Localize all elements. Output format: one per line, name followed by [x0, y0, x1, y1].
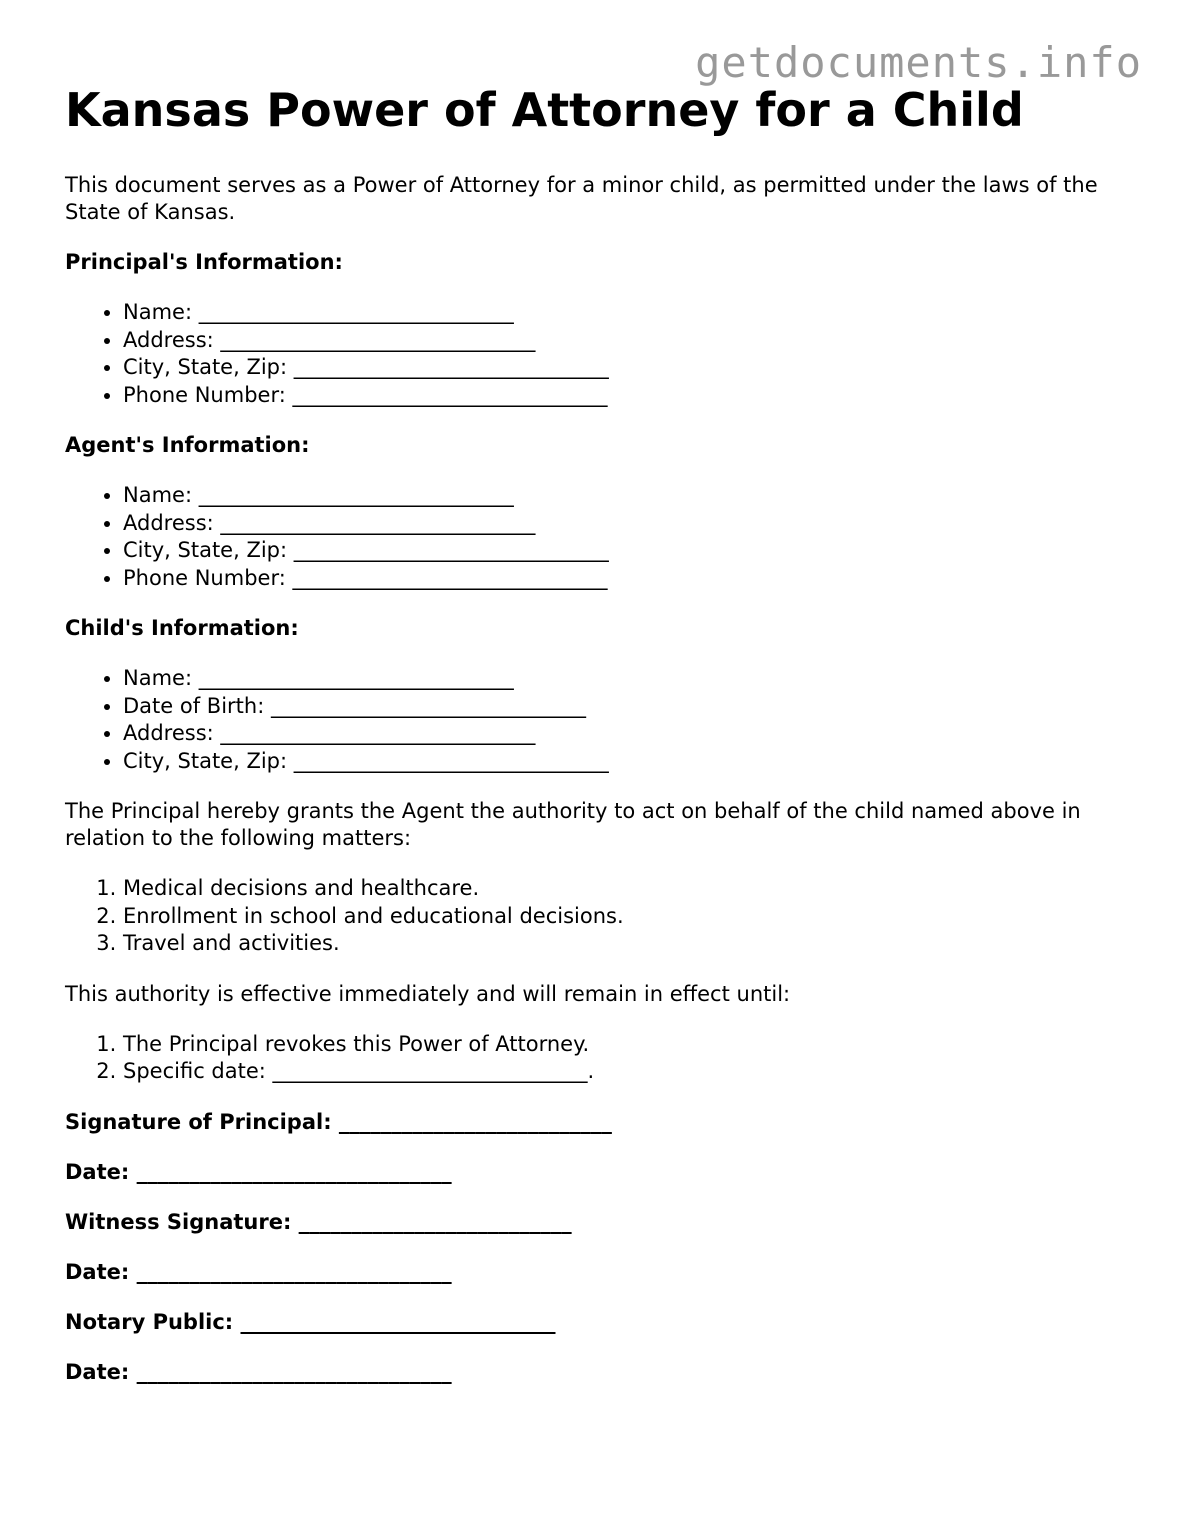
- principal-heading: Principal's Information:: [65, 250, 343, 274]
- conditions-list: [65, 1031, 1125, 1086]
- matter-item: 3. Travel and activities.: [123, 930, 1125, 958]
- condition-item: 2. Specific date: ______________________________.: [123, 1058, 1125, 1086]
- document: [65, 82, 1125, 1386]
- condition-item: 1. The Principal revokes this Power of Attorney.: [123, 1031, 1125, 1059]
- agent-fields: [65, 482, 1125, 592]
- witness-date-line: Date: ______________________________: [65, 1259, 452, 1284]
- witness-signature-line: Witness Signature: __________________________: [65, 1209, 572, 1234]
- principal-phone-field: • Phone Number: ______________________________: [123, 382, 1125, 410]
- child-address-field: • Address: ______________________________: [123, 720, 1125, 748]
- child-name-field: • Name: ______________________________: [123, 665, 1125, 693]
- notary-line: Notary Public: ______________________________: [65, 1309, 556, 1334]
- grant-paragraph: The Principal hereby grants the Agent the authority to act on behalf of the child named above in relation to the following matters:: [65, 799, 1081, 850]
- effective-paragraph: This authority is effective immediately and will remain in effect until:: [65, 981, 791, 1006]
- agent-phone-field: • Phone Number: ______________________________: [123, 565, 1125, 593]
- principal-signature-line: Signature of Principal: __________________________: [65, 1109, 612, 1134]
- child-heading: Child's Information:: [65, 616, 299, 640]
- notary-date-line: Date: ______________________________: [65, 1359, 452, 1384]
- principal-city-field: • City, State, Zip: ______________________________: [123, 354, 1125, 382]
- child-dob-field: • Date of Birth: ______________________________: [123, 693, 1125, 721]
- watermark: getdocuments.info: [695, 38, 1142, 87]
- agent-address-field: • Address: ______________________________: [123, 510, 1125, 538]
- agent-heading: Agent's Information:: [65, 433, 310, 457]
- matter-item: 2. Enrollment in school and educational decisions.: [123, 903, 1125, 931]
- principal-address-field: • Address: ______________________________: [123, 327, 1125, 355]
- agent-city-field: • City, State, Zip: ______________________________: [123, 537, 1125, 565]
- child-fields: [65, 665, 1125, 775]
- intro-paragraph: This document serves as a Power of Attorney for a minor child, as permitted under the laws of the State of Kansas.: [65, 173, 1098, 224]
- document-title: Kansas Power of Attorney for a Child: [65, 83, 1024, 137]
- child-city-field: • City, State, Zip: ______________________________: [123, 748, 1125, 776]
- principal-fields: [65, 299, 1125, 409]
- matter-item: 1. Medical decisions and healthcare.: [123, 875, 1125, 903]
- principal-name-field: • Name: ______________________________: [123, 299, 1125, 327]
- principal-date-line: Date: ______________________________: [65, 1159, 452, 1184]
- matters-list: [65, 875, 1125, 958]
- agent-name-field: • Name: ______________________________: [123, 482, 1125, 510]
